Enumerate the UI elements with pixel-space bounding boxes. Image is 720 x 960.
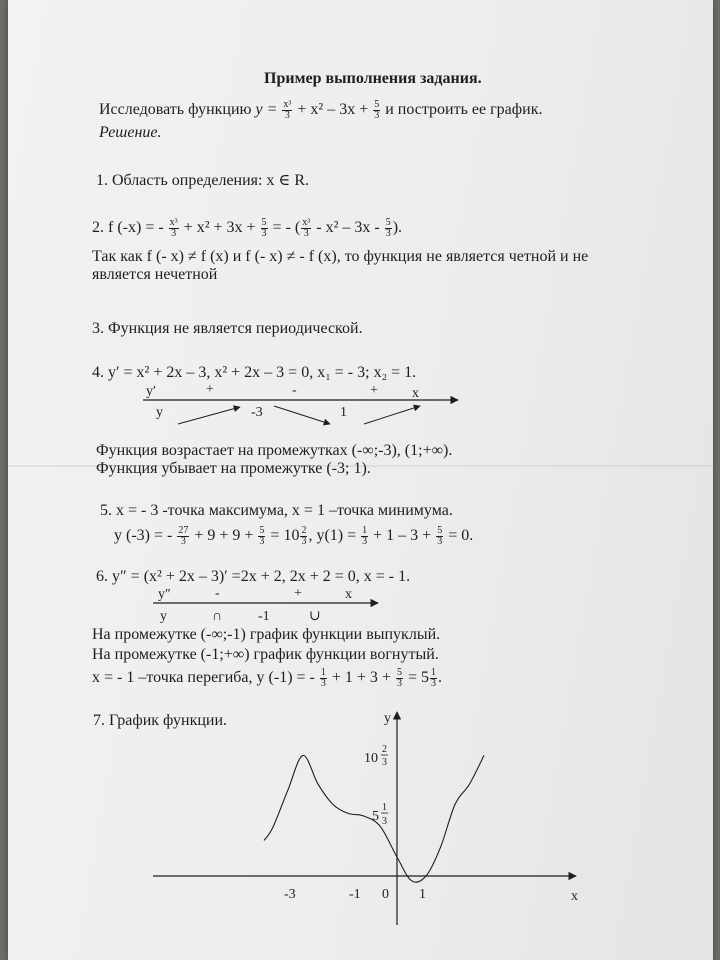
- step5-c: = 10: [270, 527, 300, 545]
- step5-line1: 5. x = - 3 -точка максимума, x = 1 –точка минимума.: [100, 502, 453, 519]
- function-graph: [8, 0, 713, 960]
- step4-decreasing: Функция убывает на промежутке (-3; 1).: [96, 460, 371, 477]
- step1: 1. Область определения: x ∈ R.: [96, 172, 309, 189]
- frac-num: 5: [261, 217, 267, 228]
- frac-num: 27: [178, 525, 189, 536]
- y-tick-label-int: 5: [372, 809, 379, 824]
- critical-point-1: 1: [340, 405, 347, 420]
- step5-e: + 1 – 3 +: [373, 527, 432, 545]
- y-tick-label-num: 2: [382, 744, 387, 755]
- task-prefix: Исследовать функцию: [99, 101, 252, 119]
- inflection-point: -1: [258, 609, 270, 624]
- step4-formula: 4. y′ = x² + 2x – 3, x² + 2x – 3 = 0, x₁ = - 3; x₂ = 1.: [92, 364, 417, 381]
- row-label-y: y: [156, 405, 163, 420]
- sign-minus: -: [292, 383, 297, 398]
- step2-e: ).: [392, 219, 403, 237]
- frac-num: x³: [283, 99, 292, 110]
- x-axis-label: x: [571, 889, 578, 904]
- step6-concave: На промежутке (-1;+∞) график функции вогнутый.: [92, 646, 439, 663]
- y-axis-label: y: [384, 711, 391, 726]
- axis-label-x: x: [412, 386, 419, 401]
- frac-den: 3: [259, 536, 265, 547]
- page-title: Пример выполнения задания.: [264, 70, 482, 87]
- step2-a: 2. f (-x) = -: [92, 219, 164, 237]
- sign-plus: +: [294, 586, 302, 601]
- step2-b: + x² + 3x +: [183, 219, 256, 237]
- concave-symbol: ∪: [309, 609, 321, 624]
- critical-point-m3: -3: [251, 405, 263, 420]
- frac-den: 3: [303, 228, 309, 239]
- axis-label-x: x: [345, 587, 352, 602]
- frac-num: 5: [437, 525, 443, 536]
- step5-d: , y(1) =: [308, 527, 357, 545]
- frac-den: 3: [362, 536, 368, 547]
- step6-infl-c: = 5: [407, 669, 429, 687]
- step2-d: - x² – 3x -: [316, 219, 380, 237]
- task-formula-start: y =: [255, 101, 278, 119]
- sign-minus: -: [215, 586, 220, 601]
- step6-infl-a: x = - 1 –точка перегиба, y (-1) = -: [92, 669, 315, 687]
- frac-den: 3: [320, 678, 326, 689]
- step6-convex: На промежутке (-∞;-1) график функции выпуклый.: [92, 626, 441, 643]
- solution-label: Решение.: [99, 124, 162, 141]
- frac-num: 5: [396, 667, 402, 678]
- step6-formula: 6. y″ = (x² + 2x – 3)′ =2x + 2, 2x + 2 = 0, x = - 1.: [96, 568, 411, 585]
- frac-den: 3: [430, 678, 436, 689]
- step5-b: + 9 + 9 +: [194, 527, 254, 545]
- x-tick-label-1: 1: [419, 887, 426, 902]
- paper-sheet: [8, 0, 713, 960]
- frac-num: x³: [302, 217, 311, 228]
- task-suffix: и построить ее график.: [385, 101, 543, 119]
- step5-f: = 0.: [448, 527, 474, 545]
- y-tick-label-den: 3: [382, 816, 387, 827]
- frac-den: 3: [385, 228, 391, 239]
- frac-den: 3: [396, 678, 402, 689]
- convex-symbol: ∩: [212, 609, 223, 624]
- frac-num: 5: [385, 217, 391, 228]
- x-tick-label-m3: -3: [284, 887, 296, 902]
- frac-den: 3: [261, 228, 267, 239]
- row-label-y: y: [160, 609, 167, 624]
- frac-den: 3: [171, 228, 177, 239]
- frac-num: x³: [169, 217, 178, 228]
- sign-label-yprime: y′: [146, 384, 157, 399]
- frac-den: 3: [374, 110, 380, 121]
- x-tick-label-0: 0: [382, 887, 389, 902]
- frac-num: 2: [301, 525, 307, 536]
- step6-infl-b: + 1 + 3 +: [331, 669, 391, 687]
- frac-num: 1: [430, 667, 436, 678]
- sign-plus-right: +: [370, 383, 378, 398]
- y-tick-label-num: 1: [382, 802, 387, 813]
- y-tick-label-den: 3: [382, 757, 387, 768]
- step3: 3. Функция не является периодической.: [92, 320, 363, 337]
- frac-num: 5: [259, 525, 265, 536]
- sign-label-ydoubleprime: y″: [158, 587, 171, 602]
- task-formula-mid: + x² – 3x +: [297, 101, 369, 119]
- frac-den: 3: [284, 110, 290, 121]
- frac-den: 3: [301, 536, 307, 547]
- sign-plus-left: +: [206, 382, 214, 397]
- frac-num: 5: [374, 99, 380, 110]
- step2-line3: является нечетной: [92, 266, 218, 283]
- frac-den: 3: [180, 536, 186, 547]
- frac-num: 1: [320, 667, 326, 678]
- step5-a: y (-3) = -: [114, 527, 173, 545]
- step4-increasing: Функция возрастает на промежутках (-∞;-3), (1;+∞).: [96, 442, 453, 459]
- step2-line2: Так как f (- x) ≠ f (x) и f (- x) ≠ - f (x), то функция не является четной и не: [92, 248, 589, 265]
- x-tick-label-m1: -1: [349, 887, 361, 902]
- y-tick-label-int: 10: [364, 751, 378, 766]
- frac-den: 3: [437, 536, 443, 547]
- step6-infl-d: .: [437, 669, 442, 687]
- frac-num: 1: [362, 525, 368, 536]
- step7-title: 7. График функции.: [93, 712, 228, 729]
- step2-c: = - (: [272, 219, 301, 237]
